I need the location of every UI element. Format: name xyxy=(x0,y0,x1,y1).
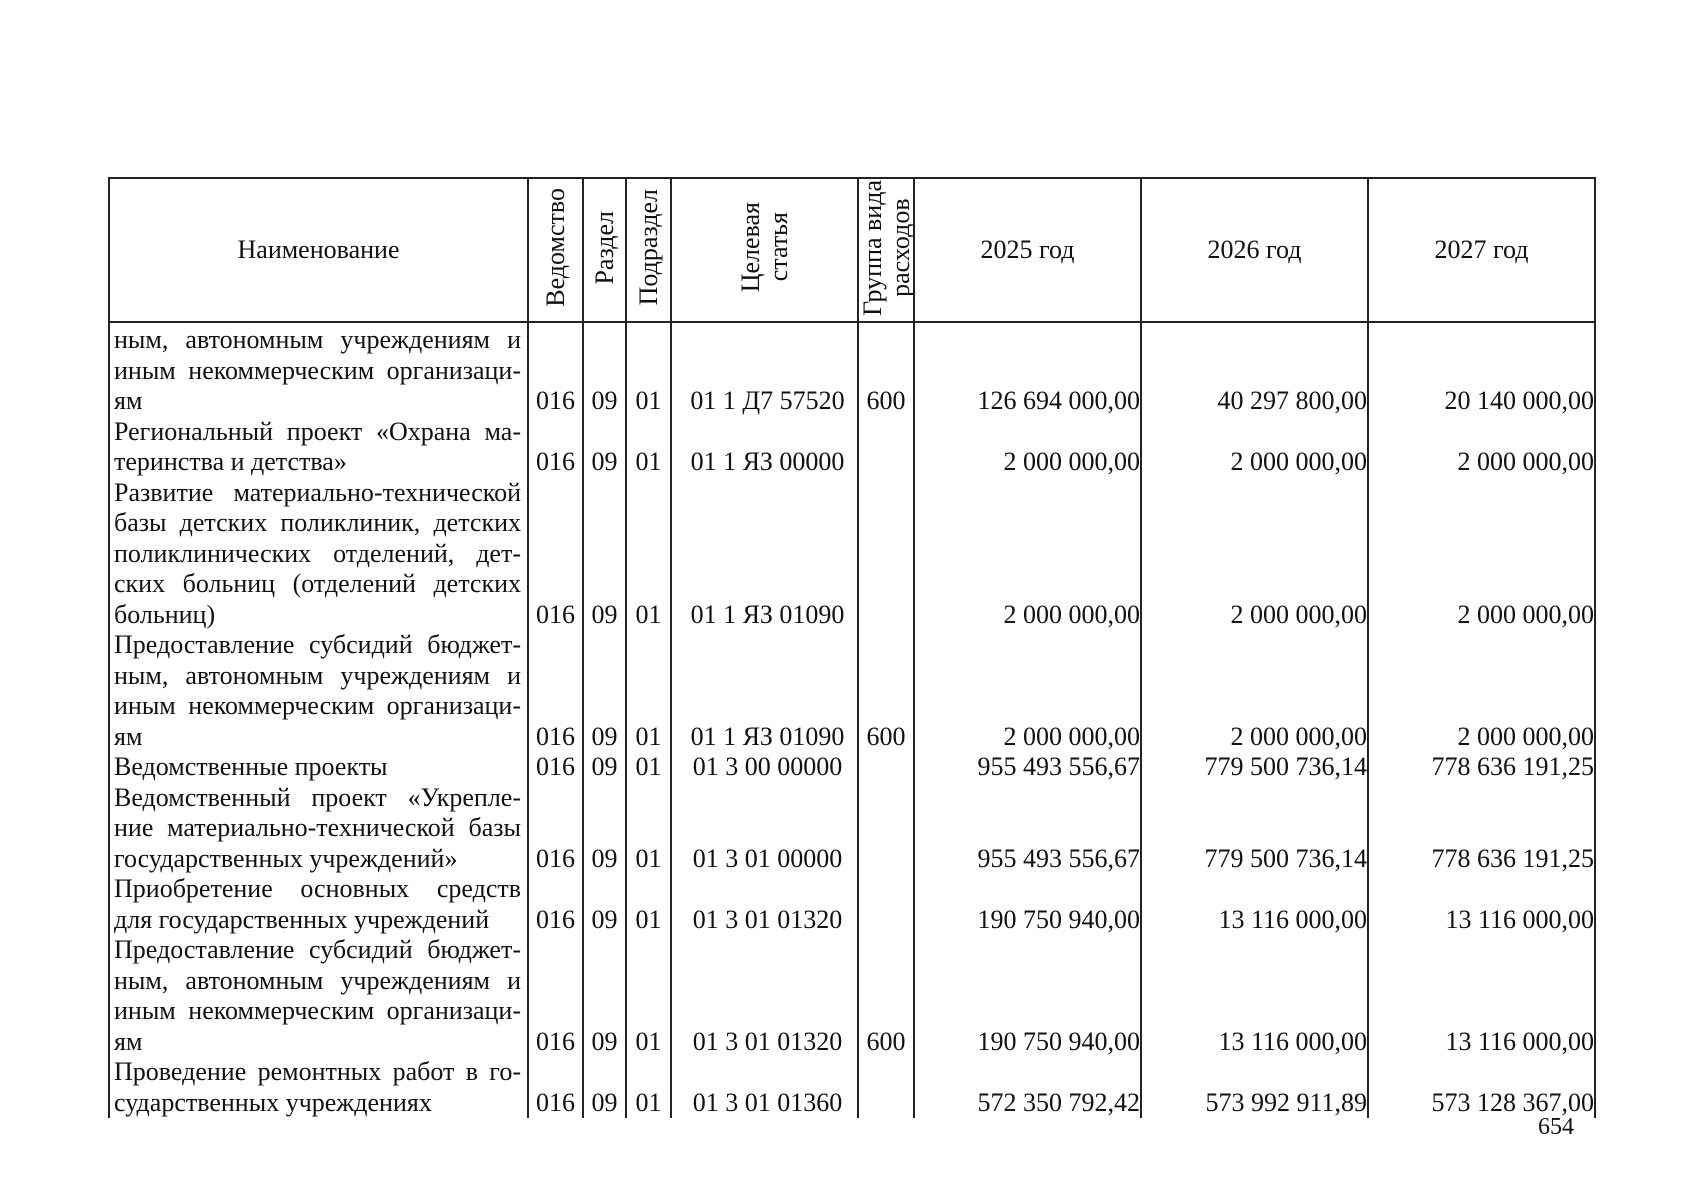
row-amount-2027: 2 000 000,00 xyxy=(1368,478,1595,631)
row-amount-2026: 779 500 736,14 xyxy=(1141,752,1368,783)
row-amount-2026: 2 000 000,00 xyxy=(1141,478,1368,631)
row-razdel: 09 xyxy=(583,874,626,935)
table-row xyxy=(109,935,1595,1057)
row-name: ным, автономным учреждениям и иным некоммерческим организаци-ям xyxy=(109,322,528,417)
row-name: Предоставление субсидий бюджет-ным, автономным учреждениям и иным некоммерческим организаци-ям xyxy=(109,630,528,752)
row-celevaya-statya: 01 1 ЯЗ 01090 xyxy=(671,478,858,631)
page-number: 654 xyxy=(1538,1114,1574,1140)
row-amount-2027: 2 000 000,00 xyxy=(1368,417,1595,478)
row-amount-2025: 190 750 940,00 xyxy=(914,874,1141,935)
row-gruppa xyxy=(858,417,914,478)
row-podrazdel: 01 xyxy=(626,752,671,783)
row-celevaya-statya: 01 3 01 01360 xyxy=(671,1057,858,1118)
row-amount-2025: 955 493 556,67 xyxy=(914,783,1141,875)
row-name: Ведомственные проекты xyxy=(109,752,528,783)
row-gruppa xyxy=(858,874,914,935)
row-celevaya-statya: 01 1 ЯЗ 01090 xyxy=(671,630,858,752)
row-gruppa: 600 xyxy=(858,630,914,752)
table-row xyxy=(109,322,1595,417)
row-vedomstvo: 016 xyxy=(528,1057,583,1118)
header-podrazdel-label: Подраздел xyxy=(633,189,663,306)
row-razdel: 09 xyxy=(583,752,626,783)
row-podrazdel: 01 xyxy=(626,1057,671,1118)
header-celevaya-block xyxy=(737,202,793,292)
table-row xyxy=(109,874,1595,935)
row-amount-2026: 779 500 736,14 xyxy=(1141,783,1368,875)
row-amount-2026: 2 000 000,00 xyxy=(1141,417,1368,478)
row-name: Ведомственный проект «Укрепле-ние материально-технической базы государственных учреждений» xyxy=(109,783,528,875)
header-vedomstvo-label: Ведомство xyxy=(540,188,570,307)
row-razdel: 09 xyxy=(583,935,626,1057)
row-amount-2025: 2 000 000,00 xyxy=(914,478,1141,631)
row-amount-2025: 955 493 556,67 xyxy=(914,752,1141,783)
row-vedomstvo: 016 xyxy=(528,874,583,935)
row-gruppa: 600 xyxy=(858,935,914,1057)
row-podrazdel: 01 xyxy=(626,322,671,417)
row-razdel: 09 xyxy=(583,322,626,417)
row-razdel: 09 xyxy=(583,478,626,631)
row-gruppa xyxy=(858,752,914,783)
header-gruppa-line2: расходов xyxy=(886,198,915,297)
row-podrazdel: 01 xyxy=(626,417,671,478)
row-gruppa xyxy=(858,783,914,875)
table-body xyxy=(109,322,1595,1118)
row-vedomstvo: 016 xyxy=(528,630,583,752)
header-celevaya-line2: статья xyxy=(763,212,793,283)
row-amount-2027: 2 000 000,00 xyxy=(1368,630,1595,752)
header-gruppa-vida-rashodov xyxy=(858,178,914,322)
row-celevaya-statya: 01 3 00 00000 xyxy=(671,752,858,783)
row-amount-2027: 20 140 000,00 xyxy=(1368,322,1595,417)
table-row xyxy=(109,630,1595,752)
row-amount-2025: 126 694 000,00 xyxy=(914,322,1141,417)
row-vedomstvo: 016 xyxy=(528,417,583,478)
row-name: Приобретение основных средств для государственных учреждений xyxy=(109,874,528,935)
row-podrazdel: 01 xyxy=(626,478,671,631)
header-podrazdel xyxy=(626,178,671,322)
header-razdel xyxy=(583,178,626,322)
row-amount-2025: 190 750 940,00 xyxy=(914,935,1141,1057)
header-name xyxy=(109,178,528,322)
header-year-2027 xyxy=(1368,178,1595,322)
row-gruppa xyxy=(858,1057,914,1118)
row-celevaya-statya: 01 3 01 01320 xyxy=(671,874,858,935)
row-amount-2026: 13 116 000,00 xyxy=(1141,935,1368,1057)
header-name-label: Наименование xyxy=(237,235,400,264)
budget-table xyxy=(108,177,1596,1118)
row-vedomstvo: 016 xyxy=(528,935,583,1057)
table-row xyxy=(109,417,1595,478)
row-amount-2027: 13 116 000,00 xyxy=(1368,935,1595,1057)
row-gruppa: 600 xyxy=(858,322,914,417)
row-name: Развитие материально-технической базы детских поликлиник, детских поликлинических отделений, дет-ских больниц (отделений детских больниц) xyxy=(109,478,528,631)
row-amount-2025: 572 350 792,42 xyxy=(914,1057,1141,1118)
row-celevaya-statya: 01 1 Д7 57520 xyxy=(671,322,858,417)
row-amount-2025: 2 000 000,00 xyxy=(914,417,1141,478)
header-year-2025-label: 2025 год xyxy=(980,235,1075,264)
row-vedomstvo: 016 xyxy=(528,783,583,875)
header-year-2026-label: 2026 год xyxy=(1207,235,1302,264)
header-razdel-label: Раздел xyxy=(589,210,619,285)
header-gruppa-line1: Группа вида xyxy=(858,179,887,316)
table-row xyxy=(109,1057,1595,1118)
row-razdel: 09 xyxy=(583,1057,626,1118)
header-celevaya-line1: Целевая xyxy=(735,202,765,293)
table-row xyxy=(109,752,1595,783)
row-celevaya-statya: 01 3 01 01320 xyxy=(671,935,858,1057)
row-amount-2026: 13 116 000,00 xyxy=(1141,874,1368,935)
header-year-2027-label: 2027 год xyxy=(1434,235,1529,264)
header-year-2026 xyxy=(1141,178,1368,322)
row-amount-2027: 778 636 191,25 xyxy=(1368,752,1595,783)
row-amount-2025: 2 000 000,00 xyxy=(914,630,1141,752)
row-vedomstvo: 016 xyxy=(528,752,583,783)
row-podrazdel: 01 xyxy=(626,630,671,752)
table-row xyxy=(109,478,1595,631)
row-amount-2027: 778 636 191,25 xyxy=(1368,783,1595,875)
row-razdel: 09 xyxy=(583,630,626,752)
header-year-2025 xyxy=(914,178,1141,322)
row-razdel: 09 xyxy=(583,783,626,875)
row-celevaya-statya: 01 1 ЯЗ 00000 xyxy=(671,417,858,478)
row-name: Проведение ремонтных работ в го-сударственных учреждениях xyxy=(109,1057,528,1118)
row-amount-2026: 40 297 800,00 xyxy=(1141,322,1368,417)
row-vedomstvo: 016 xyxy=(528,322,583,417)
header-vedomstvo xyxy=(528,178,583,322)
row-amount-2027: 13 116 000,00 xyxy=(1368,874,1595,935)
row-podrazdel: 01 xyxy=(626,783,671,875)
table-header xyxy=(109,178,1595,322)
row-podrazdel: 01 xyxy=(626,935,671,1057)
header-celevaya-statya xyxy=(671,178,858,322)
row-amount-2026: 2 000 000,00 xyxy=(1141,630,1368,752)
row-amount-2027: 573 128 367,00 xyxy=(1368,1057,1595,1118)
table-row xyxy=(109,783,1595,875)
row-name: Предоставление субсидий бюджет-ным, автономным учреждениям и иным некоммерческим организаци-ям xyxy=(109,935,528,1057)
row-celevaya-statya: 01 3 01 00000 xyxy=(671,783,858,875)
row-razdel: 09 xyxy=(583,417,626,478)
row-vedomstvo: 016 xyxy=(528,478,583,631)
row-podrazdel: 01 xyxy=(626,874,671,935)
row-gruppa xyxy=(858,478,914,631)
row-amount-2026: 573 992 911,89 xyxy=(1141,1057,1368,1118)
header-gruppa-block xyxy=(859,180,915,316)
row-name: Региональный проект «Охрана ма-теринства и детства» xyxy=(109,417,528,478)
